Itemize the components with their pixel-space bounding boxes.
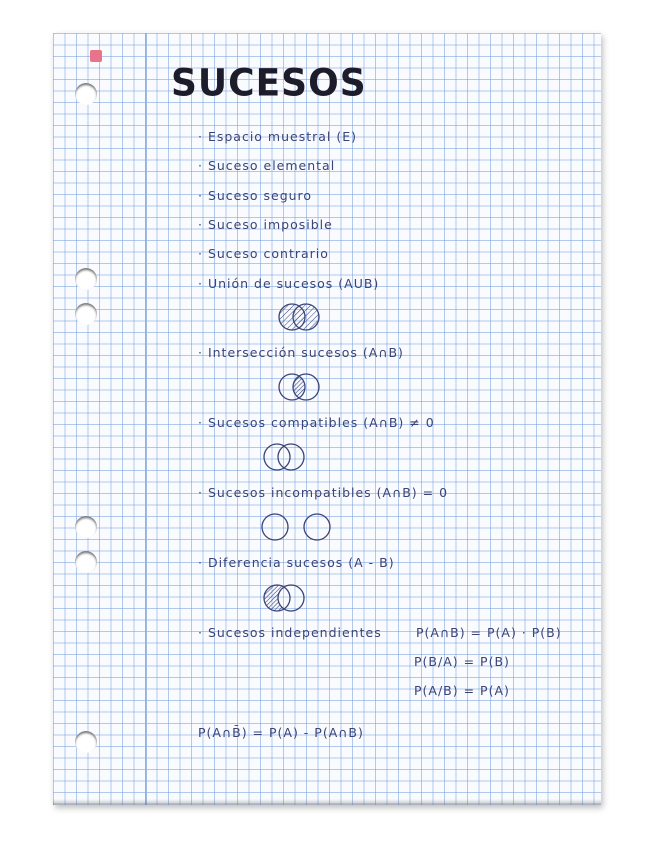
item-suceso-imposible: · Suceso imposible — [198, 217, 333, 232]
binder-hole — [75, 516, 97, 538]
item-suceso-seguro: · Suceso seguro — [198, 188, 313, 203]
item-sucesos-independientes: · Sucesos independientes — [198, 625, 382, 640]
item-interseccion-sucesos: · Intersección sucesos (A∩B) — [198, 345, 404, 360]
margin-line — [145, 33, 147, 805]
item-suceso-contrario: · Suceso contrario — [198, 246, 329, 261]
binder-hole — [75, 731, 97, 753]
venn-union-diagram — [275, 301, 325, 333]
item-suceso-elemental: · Suceso elemental — [198, 158, 336, 173]
item-espacio-muestral: · Espacio muestral (E) — [198, 129, 358, 144]
binder-hole — [75, 303, 97, 325]
pink-marker — [90, 50, 102, 62]
formula-conditional-b-given-a: P(B/A) = P(B) — [414, 654, 510, 669]
venn-incompatible-diagram — [259, 511, 335, 543]
item-diferencia-sucesos: · Diferencia sucesos (A - B) — [198, 555, 395, 570]
page-shadow — [53, 799, 601, 805]
formula-a-intersect-not-b: P(A∩B̄) = P(A) - P(A∩B) — [198, 725, 364, 740]
binder-hole — [75, 551, 97, 573]
binder-hole — [75, 268, 97, 290]
item-union-sucesos: · Unión de sucesos (AUB) — [198, 276, 380, 291]
item-sucesos-compatibles: · Sucesos compatibles (A∩B) ≠ 0 — [198, 415, 435, 430]
page-title: SUCESOS — [171, 61, 367, 106]
venn-compatible-diagram — [260, 441, 310, 473]
notebook-page — [53, 33, 601, 805]
item-sucesos-incompatibles: · Sucesos incompatibles (A∩B) = 0 — [198, 485, 449, 500]
venn-difference-diagram — [260, 582, 310, 614]
formula-independence-product: P(A∩B) = P(A) · P(B) — [416, 625, 562, 640]
venn-intersection-diagram — [275, 371, 325, 403]
binder-hole — [75, 83, 97, 105]
formula-conditional-a-given-b: P(A/B) = P(A) — [414, 683, 510, 698]
